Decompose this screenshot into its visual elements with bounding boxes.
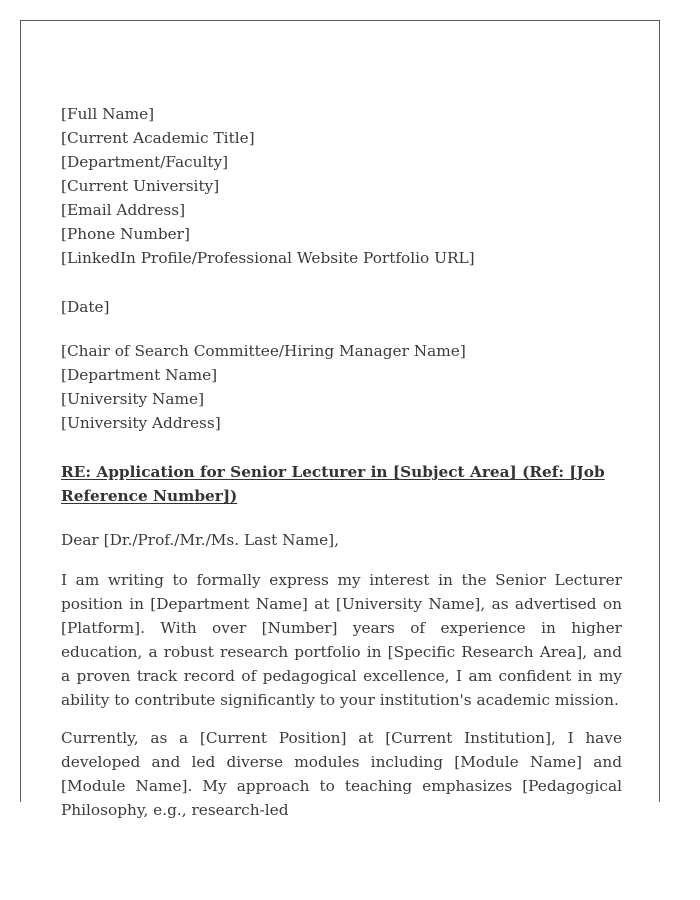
sender-email: [Email Address] [61,201,186,219]
letter-content [61,102,622,822]
sender-academic-title: [Current Academic Title] [61,129,255,147]
body-paragraph-1: I am writing to formally express my interest in the Senior Lecturer position in [Department Name] at [University Name], as advertised on [Platform]. With over [Number] years of experience in higher education, a robust research portfolio in [Specific Research Area], and a proven track record of pedagogical excellence, I am confident in my ability to contribute significantly to your institution's academic mission. [61,571,622,709]
recipient-block [61,339,622,435]
letter-page [20,20,660,819]
salutation: Dear [Dr./Prof./Mr./Ms. Last Name], [61,531,340,549]
spacer [61,270,622,295]
spacer [61,552,622,568]
sender-department-faculty: [Department/Faculty] [61,153,229,171]
recipient-address: [University Address] [61,414,221,432]
subject-line: RE: Application for Senior Lecturer in [Subject Area] (Ref: [Job Reference Number]) [61,463,605,505]
sender-full-name: [Full Name] [61,105,155,123]
spacer [61,435,622,460]
sender-profile-url: [LinkedIn Profile/Professional Website Portfolio URL] [61,249,475,267]
recipient-department: [Department Name] [61,366,218,384]
sender-block [61,102,622,270]
sender-phone: [Phone Number] [61,225,190,243]
sender-current-university: [Current University] [61,177,220,195]
spacer [61,319,622,339]
recipient-name: [Chair of Search Committee/Hiring Manager Name] [61,342,466,360]
recipient-university: [University Name] [61,390,205,408]
letter-date: [Date] [61,298,110,316]
spacer [61,508,622,528]
body-paragraph-2: Currently, as a [Current Position] at [Current Institution], I have developed and led diverse modules including [Module Name] and [Module Name]. My approach to teaching emphasizes [Pedagogical Philosophy, e.g., research-led [61,729,622,819]
spacer [61,712,622,726]
